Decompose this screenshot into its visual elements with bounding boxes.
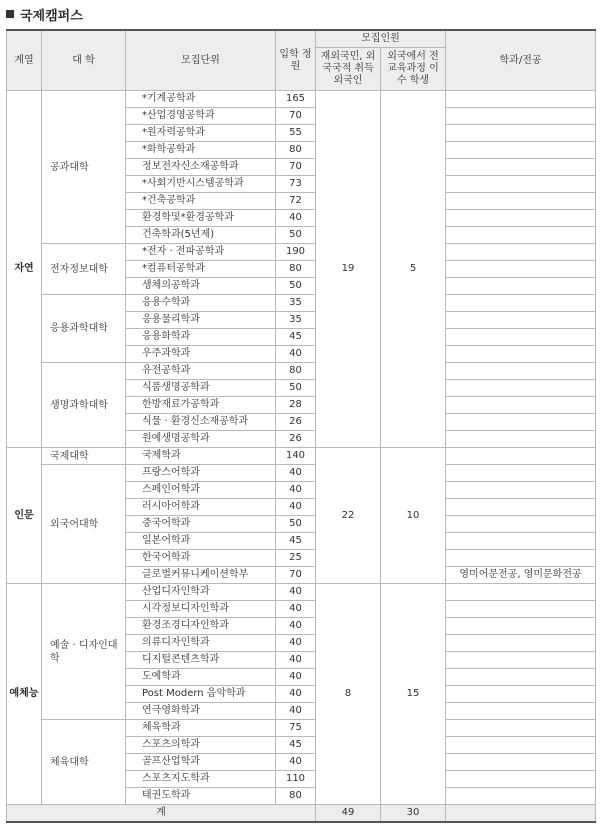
unit-cell: 환경조경디자인학과 — [126, 618, 276, 635]
unit-cell: 연극영화학과 — [126, 703, 276, 720]
major-cell — [446, 550, 596, 567]
group-cell: 자연 — [7, 91, 42, 448]
unit-cell: 국제학과 — [126, 448, 276, 465]
college-cell: 생명과학대학 — [42, 363, 126, 448]
header-college: 대 학 — [42, 30, 126, 91]
section-heading — [6, 4, 83, 24]
unit-cell: 스포츠의학과 — [126, 737, 276, 754]
unit-cell: 일본어학과 — [126, 533, 276, 550]
major-cell — [446, 329, 596, 346]
quota-cell: 140 — [276, 448, 316, 465]
unit-cell: 우주과학과 — [126, 346, 276, 363]
total-label: 계 — [7, 805, 316, 823]
unit-cell: 시각정보디자인학과 — [126, 601, 276, 618]
quota-cell: 45 — [276, 329, 316, 346]
quota-cell: 28 — [276, 397, 316, 414]
major-cell — [446, 448, 596, 465]
table-row — [7, 584, 596, 601]
quota-cell: 110 — [276, 771, 316, 788]
unit-cell: 건축학과(5년제) — [126, 227, 276, 244]
square-bullet-icon — [6, 10, 14, 18]
quota-cell: 75 — [276, 720, 316, 737]
major-cell — [446, 686, 596, 703]
major-cell — [446, 584, 596, 601]
unit-cell: *컴퓨터공학과 — [126, 261, 276, 278]
quota-cell: 40 — [276, 635, 316, 652]
table-footer — [7, 805, 596, 823]
quota-cell: 165 — [276, 91, 316, 108]
quota-cell: 70 — [276, 159, 316, 176]
unit-cell: 디지털콘텐츠학과 — [126, 652, 276, 669]
major-cell — [446, 108, 596, 125]
quota-cell: 50 — [276, 516, 316, 533]
unit-cell: *원자력공학과 — [126, 125, 276, 142]
unit-cell: Post Modern 음악학과 — [126, 686, 276, 703]
unit-cell: 스포츠지도학과 — [126, 771, 276, 788]
table-row — [7, 295, 596, 312]
total-sub1: 49 — [316, 805, 381, 823]
unit-cell: 원예생명공학과 — [126, 431, 276, 448]
table-row — [7, 91, 596, 108]
major-cell — [446, 788, 596, 805]
unit-cell: 태권도학과 — [126, 788, 276, 805]
major-cell — [446, 397, 596, 414]
major-cell — [446, 754, 596, 771]
header-sub2: 외국에서 전교육과정 이수 학생 — [381, 48, 446, 91]
major-cell — [446, 414, 596, 431]
unit-cell: 응용수학과 — [126, 295, 276, 312]
major-cell — [446, 244, 596, 261]
quota-cell: 40 — [276, 686, 316, 703]
unit-cell: 의류디자인학과 — [126, 635, 276, 652]
unit-cell: 응용화학과 — [126, 329, 276, 346]
unit-cell: 체육학과 — [126, 720, 276, 737]
recruit-sub2-cell: 10 — [381, 448, 446, 584]
unit-cell: *사회기반시스템공학과 — [126, 176, 276, 193]
quota-cell: 40 — [276, 482, 316, 499]
total-major — [446, 805, 596, 823]
quota-cell: 40 — [276, 669, 316, 686]
unit-cell: *화학공학과 — [126, 142, 276, 159]
major-cell — [446, 227, 596, 244]
major-cell — [446, 669, 596, 686]
quota-cell: 50 — [276, 227, 316, 244]
unit-cell: 생체의공학과 — [126, 278, 276, 295]
recruit-sub1-cell: 19 — [316, 91, 381, 448]
unit-cell: 응용물리학과 — [126, 312, 276, 329]
quota-cell: 26 — [276, 414, 316, 431]
college-cell: 응용과학대학 — [42, 295, 126, 363]
quota-cell: 70 — [276, 567, 316, 584]
major-cell — [446, 482, 596, 499]
major-cell — [446, 720, 596, 737]
quota-cell: 45 — [276, 533, 316, 550]
quota-cell: 80 — [276, 142, 316, 159]
quota-cell: 190 — [276, 244, 316, 261]
unit-cell: 러시아어학과 — [126, 499, 276, 516]
major-cell — [446, 142, 596, 159]
unit-cell: 한국어학과 — [126, 550, 276, 567]
major-cell — [446, 635, 596, 652]
major-cell — [446, 516, 596, 533]
header-quota: 입학 정원 — [276, 30, 316, 91]
major-cell — [446, 703, 596, 720]
quota-cell: 50 — [276, 278, 316, 295]
quota-cell: 40 — [276, 754, 316, 771]
college-cell: 전자정보대학 — [42, 244, 126, 295]
unit-cell: 정보전자신소재공학과 — [126, 159, 276, 176]
recruit-sub2-cell: 5 — [381, 91, 446, 448]
header-group: 계열 — [7, 30, 42, 91]
major-cell — [446, 601, 596, 618]
college-cell: 외국어대학 — [42, 465, 126, 584]
unit-cell: 중국어학과 — [126, 516, 276, 533]
quota-cell: 35 — [276, 312, 316, 329]
unit-cell: *전자 · 전파공학과 — [126, 244, 276, 261]
unit-cell: *기계공학과 — [126, 91, 276, 108]
college-cell: 체육대학 — [42, 720, 126, 805]
unit-cell: 스페인어학과 — [126, 482, 276, 499]
quota-cell: 70 — [276, 108, 316, 125]
major-cell — [446, 465, 596, 482]
recruit-sub1-cell: 8 — [316, 584, 381, 805]
major-cell — [446, 295, 596, 312]
header-recruit: 모집인원 — [316, 30, 446, 48]
quota-cell: 40 — [276, 652, 316, 669]
quota-cell: 40 — [276, 618, 316, 635]
major-cell — [446, 618, 596, 635]
table-body — [7, 91, 596, 805]
unit-cell: 골프산업학과 — [126, 754, 276, 771]
quota-cell: 45 — [276, 737, 316, 754]
quota-cell: 80 — [276, 788, 316, 805]
major-cell — [446, 210, 596, 227]
major-cell — [446, 499, 596, 516]
major-cell — [446, 159, 596, 176]
quota-cell: 40 — [276, 499, 316, 516]
major-cell — [446, 363, 596, 380]
major-cell — [446, 346, 596, 363]
table-row — [7, 244, 596, 261]
quota-cell: 72 — [276, 193, 316, 210]
major-cell — [446, 431, 596, 448]
quota-cell: 35 — [276, 295, 316, 312]
quota-cell: 80 — [276, 261, 316, 278]
major-cell — [446, 193, 596, 210]
table-row — [7, 465, 596, 482]
unit-cell: 글로벌커뮤니케이션학부 — [126, 567, 276, 584]
header-major: 학과/전공 — [446, 30, 596, 91]
section-title: 국제캠퍼스 — [20, 8, 83, 24]
major-cell — [446, 278, 596, 295]
college-cell: 예술 · 디자인대학 — [42, 584, 126, 720]
quota-cell: 40 — [276, 465, 316, 482]
unit-cell: 식품생명공학과 — [126, 380, 276, 397]
major-cell — [446, 91, 596, 108]
quota-cell: 40 — [276, 584, 316, 601]
major-cell — [446, 261, 596, 278]
quota-cell: 40 — [276, 210, 316, 227]
unit-cell: 프랑스어학과 — [126, 465, 276, 482]
table-header — [7, 30, 596, 91]
quota-cell: 25 — [276, 550, 316, 567]
quota-cell: 40 — [276, 703, 316, 720]
quota-cell: 55 — [276, 125, 316, 142]
table-row — [7, 363, 596, 380]
group-cell: 인문 — [7, 448, 42, 584]
major-cell — [446, 652, 596, 669]
major-cell — [446, 533, 596, 550]
table-row — [7, 448, 596, 465]
admission-table — [6, 29, 596, 823]
recruit-sub2-cell: 15 — [381, 584, 446, 805]
header-unit: 모집단위 — [126, 30, 276, 91]
quota-cell: 40 — [276, 346, 316, 363]
major-cell — [446, 125, 596, 142]
header-sub1: 재외국민, 외국국적 취득 외국인 — [316, 48, 381, 91]
major-cell — [446, 380, 596, 397]
major-cell — [446, 737, 596, 754]
major-cell — [446, 771, 596, 788]
unit-cell: *산업경영공학과 — [126, 108, 276, 125]
quota-cell: 80 — [276, 363, 316, 380]
college-cell: 국제대학 — [42, 448, 126, 465]
total-sub2: 30 — [381, 805, 446, 823]
quota-cell: 40 — [276, 601, 316, 618]
major-cell — [446, 312, 596, 329]
quota-cell: 50 — [276, 380, 316, 397]
unit-cell: 한방재료가공학과 — [126, 397, 276, 414]
unit-cell: 환경학및*환경공학과 — [126, 210, 276, 227]
unit-cell: *건축공학과 — [126, 193, 276, 210]
quota-cell: 73 — [276, 176, 316, 193]
recruit-sub1-cell: 22 — [316, 448, 381, 584]
unit-cell: 유전공학과 — [126, 363, 276, 380]
college-cell: 공과대학 — [42, 91, 126, 244]
unit-cell: 식물 · 환경신소재공학과 — [126, 414, 276, 431]
group-cell: 예체능 — [7, 584, 42, 805]
table-row — [7, 720, 596, 737]
unit-cell: 산업디자인학과 — [126, 584, 276, 601]
unit-cell: 도예학과 — [126, 669, 276, 686]
quota-cell: 26 — [276, 431, 316, 448]
major-cell — [446, 176, 596, 193]
major-cell: 영미어문전공, 영미문화전공 — [446, 567, 596, 584]
